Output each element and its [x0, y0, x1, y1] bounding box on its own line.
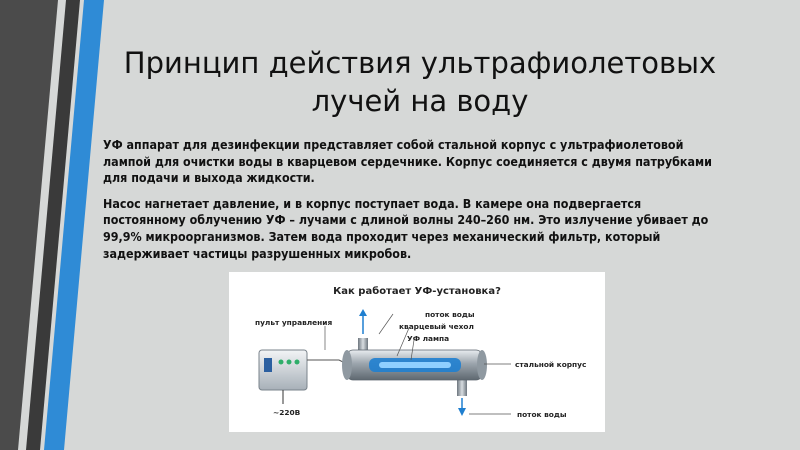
panel-indicator-2 [287, 360, 292, 365]
panel-indicator-3 [295, 360, 300, 365]
diagram-title: Как работает УФ-установка? [333, 286, 501, 297]
label-water-in: поток воды [517, 410, 567, 419]
uv-lamp-shape [379, 362, 451, 368]
paragraph-2: Насос нагнетает давление, и в корпус поступает вода. В камере она подвергается постоянному облучению УФ – лучами с длиной волны 240–260 нм. Это излучение убивает до 99,9% микроорганизмов. Затем вода проходит через механический фильтр, который задерживает частицы разрушенных микробов. [103, 195, 709, 261]
panel-indicator-1 [279, 360, 284, 365]
leader-water-out [379, 314, 393, 334]
paragraph-1: УФ аппарат для дезинфекции представляет собой стальной корпус с ультрафиолетовой лампой для очистки воды в кварцевом сердечнике. Корпус соединяется с двумя патрубками для подачи и выхода жидкости. [103, 137, 712, 186]
control-panel-screen [264, 358, 272, 372]
slide-title: Принцип действия ультрафиолетовых лучей на воду [123, 46, 717, 118]
body-end-right [477, 350, 487, 380]
flow-arrow-up-head [359, 309, 367, 316]
label-steel-body: стальной корпус [515, 360, 587, 369]
label-water-out: поток воды [425, 310, 475, 319]
label-control-panel: пульт управления [255, 318, 333, 327]
flow-arrow-down-head [458, 408, 466, 416]
body-text [103, 137, 723, 271]
body-end-left [342, 350, 352, 380]
label-voltage: ~220В [273, 408, 301, 417]
uv-diagram [229, 272, 605, 432]
label-uv-lamp: УФ лампа [407, 334, 450, 343]
label-quartz-sleeve: кварцевый чехол [399, 322, 474, 331]
lamp-cable [307, 360, 347, 364]
